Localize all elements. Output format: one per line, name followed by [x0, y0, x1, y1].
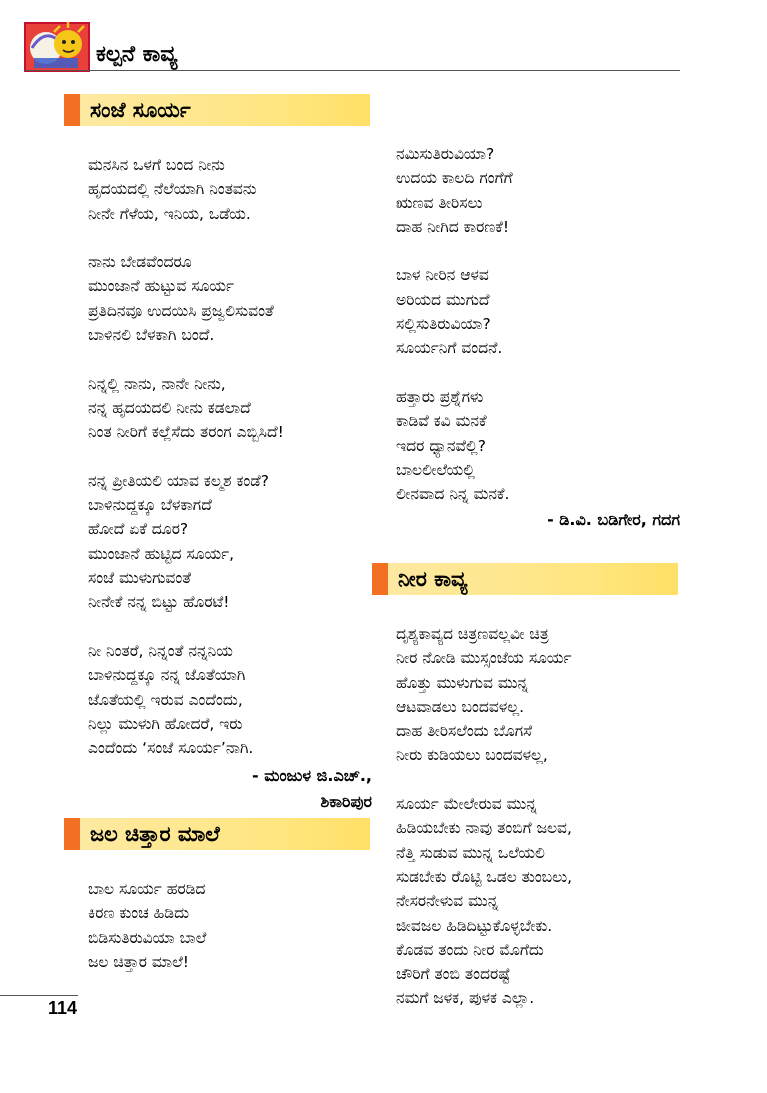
poem-line: ನಿನ್ನಲ್ಲಿ ನಾನು, ನಾನೇ ನೀನು,	[88, 374, 226, 393]
poem-line: ನಮಗೆ ಜಳಕ, ಪುಳಕ ಎಲ್ಲಾ.	[396, 989, 535, 1008]
poem2-title: ಜಲ ಚಿತ್ತಾರ ಮಾಲೆ	[90, 822, 220, 846]
poem-line: ಸೂರ್ಯನಿಗೆ ವಂದನೆ.	[396, 339, 503, 358]
poem-line: ಎಂದೆಂದು ‘ಸಂಜೆ ಸೂರ್ಯ’ನಾಗಿ.	[88, 739, 254, 758]
poem2-body	[88, 877, 206, 974]
poem-line: ನೀನೇ ಗೆಳೆಯ, ಇನಿಯ, ಒಡೆಯ.	[88, 204, 251, 223]
poem-line: ಹೋದೆ ಏಕೆ ದೂರ?	[88, 520, 189, 539]
poem2-continued-body	[396, 142, 513, 506]
poem-line: ನೀ ನಿಂತರೆ, ನಿನ್ನಂತೆ ನನ್ನನಿಯ	[88, 641, 233, 660]
poem-line: ಹೃದಯದಲ್ಲಿ ನೆಲೆಯಾಗಿ ನಿಂತವನು	[88, 180, 257, 199]
poem2-author: - ಡಿ.ವಿ. ಬಡಿಗೇರ, ಗದಗ	[547, 510, 680, 529]
poem-line: ನೇಸರನೇಳುವ ಮುನ್ನ	[396, 892, 499, 911]
poem-line: ಸುಡಬೇಕು ರೊಟ್ಟಿ ಒಡಲ ತುಂಬಲು,	[396, 867, 573, 886]
footer-divider	[0, 995, 78, 996]
poem-line: ಬಾಳಿನುದ್ದಕ್ಕೂ ಬೆಳಕಾಗದೆ	[88, 496, 212, 515]
poem-line: ಬಿಡಿಸುತಿರುವಿಯಾ ಬಾಲೆ	[88, 928, 207, 947]
poem3-body	[396, 622, 572, 1011]
poem-line: ದಾಹ ನೀಗಿದ ಕಾರಣಕೆ!	[396, 217, 510, 236]
poem-line: ಕಾಡಿವೆ ಕವಿ ಮನಕೆ	[396, 412, 487, 431]
poem-line: ಬಾಳಿನುದ್ದಕ್ಕೂ ನನ್ನ ಜೊತೆಯಾಗಿ	[88, 666, 246, 685]
poem-line: ನನ್ನ ಹೃದಯದಲಿ ನೀನು ಕಡಲಾದೆ	[88, 398, 251, 417]
poem1-place: ಶಿಕಾರಿಪುರ	[320, 792, 372, 811]
poem-line: ದೃಶ್ಯಕಾವ್ಯದ ಚಿತ್ರಣವಲ್ಲವೀ ಚಿತ್ರ	[396, 625, 549, 643]
poem2-heading	[64, 818, 370, 850]
poem-line: ಆಟವಾಡಲು ಬಂದವಳಲ್ಲ.	[396, 697, 525, 716]
poem-line: ಕಿರಣ ಕುಂಚ ಹಿಡಿದು	[88, 904, 190, 923]
poem-line: ನೀರ ನೋಡಿ ಮುಸ್ಸಂಜೆಯ ಸೂರ್ಯ	[396, 649, 572, 668]
page-title: ಕಲ್ಪನೆ ಕಾವ್ಯ	[96, 42, 178, 67]
poem-line: ನೀನೇಕೆ ನನ್ನ ಬಿಟ್ಟು ಹೊರಟೆ!	[88, 593, 230, 612]
poem-line: ಬಾಲಲೀಲೆಯಲ್ಲಿ	[396, 460, 475, 479]
poem-line: ಬಾಲ ಸೂರ್ಯ ಹರಡಿದ	[88, 880, 206, 898]
poem-line: ನಿಲ್ಲು ಮುಳುಗಿ ಹೋದರೆ, ಇರು	[88, 714, 243, 733]
heading-accent-bar	[64, 818, 80, 850]
heading-accent-bar	[64, 94, 80, 126]
poem-line: ಅರಿಯದ ಮುಗುದೆ	[396, 290, 490, 309]
sun-face-logo-icon	[24, 22, 90, 72]
poem-line: ನಾನು ಬೇಡವೆಂದರೂ	[88, 253, 192, 272]
poem-line: ಮುಂಜಾನೆ ಹುಟ್ಟುವ ಸೂರ್ಯ	[88, 277, 235, 296]
poem-line: ಚೌರಿಗೆ ತಂಬಿ ತಂದರಷ್ಟೆ	[396, 965, 511, 984]
poem-line: ಹತ್ತಾರು ಪ್ರಶ್ನೆಗಳು	[396, 387, 484, 406]
poem-line: ಜೀವಜಲ ಹಿಡಿದಿಟ್ಟುಕೊಳ್ಳಬೇಕು.	[396, 916, 553, 935]
heading-accent-bar	[372, 563, 388, 595]
poem1-heading	[64, 94, 370, 126]
poem-line: ಮುಂಜಾನೆ ಹುಟ್ಟಿದ ಸೂರ್ಯ,	[88, 544, 235, 563]
poem3-heading	[372, 563, 678, 595]
poem-line: ಉದಯ ಕಾಲದಿ ಗಂಗೆಗೆ	[396, 169, 513, 188]
poem-line: ನಮಿಸುತಿರುವಿಯಾ?	[396, 145, 495, 163]
poem-line: ನೀರು ಕುಡಿಯಲು ಬಂದವಳಲ್ಲ,	[396, 746, 548, 765]
poem1-author: - ಮಂಜುಳ ಜಿ.ಎಚ್.,	[252, 766, 372, 785]
poem-line: ದಾಹ ತೀರಿಸಲೆಂದು ಬೊಗಸೆ	[396, 722, 532, 741]
poem-line: ಲೀನವಾದ ನಿನ್ನ ಮನಕೆ.	[396, 485, 510, 504]
poem-line: ಇದರ ಧ್ಯಾನವೆಲ್ಲಿ?	[396, 436, 486, 455]
poem-line: ಹೊತ್ತು ಮುಳುಗುವ ಮುನ್ನ	[396, 673, 529, 692]
poem-line: ಜಲ ಚಿತ್ತಾರ ಮಾಲೆ!	[88, 952, 190, 971]
poem1-body	[88, 153, 284, 760]
poem1-title: ಸಂಜೆ ಸೂರ್ಯ	[90, 98, 191, 122]
poem-line: ಸಲ್ಲಿಸುತಿರುವಿಯಾ?	[396, 315, 491, 334]
page-number: 114	[48, 998, 78, 1018]
poem-line: ಬಾಳಿನಲಿ ಬೆಳಕಾಗಿ ಬಂದೆ.	[88, 326, 215, 345]
poem-line: ಸಂಜೆ ಮುಳುಗುವಂತೆ	[88, 569, 192, 588]
poem-line: ಹಿಡಿಯಬೇಕು ನಾವು ತಂಬಿಗೆ ಜಲವ,	[396, 819, 572, 838]
poem-line: ಬಾಳ ನೀರಿನ ಆಳವ	[396, 266, 489, 285]
poem-line: ಋಣವ ತೀರಿಸಲು	[396, 193, 483, 212]
poem3-title: ನೀರ ಕಾವ್ಯ	[398, 567, 468, 591]
header-divider	[24, 70, 680, 71]
poem-line: ನೆತ್ತಿ ಸುಡುವ ಮುನ್ನ ಒಲೆಯಲಿ	[396, 843, 545, 862]
poem-line: ನಿಂತ ನೀರಿಗೆ ಕಲ್ಲೆಸೆದು ತರಂಗ ಎಬ್ಬಿಸಿದೆ!	[88, 423, 284, 442]
poem-line: ಕೊಡವ ತಂದು ನೀರ ಮೊಗೆದು	[396, 940, 544, 959]
poem-line: ಪ್ರತಿದಿನವೂ ಉದಯಿಸಿ ಪ್ರಜ್ವಲಿಸುವಂತೆ	[88, 301, 274, 320]
poem-line: ನನ್ನ ಪ್ರೀತಿಯಲಿ ಯಾವ ಕಲ್ಮಶ ಕಂಡೆ?	[88, 471, 270, 490]
poem-line: ಸೂರ್ಯ ಮೇಲೇರುವ ಮುನ್ನ	[396, 795, 538, 814]
poem-line: ಜೊತೆಯಲ್ಲಿ ಇರುವ ಎಂದೆಂದು,	[88, 690, 243, 709]
poem-line: ಮನಸಿನ ಒಳಗೆ ಬಂದ ನೀನು	[88, 156, 225, 174]
